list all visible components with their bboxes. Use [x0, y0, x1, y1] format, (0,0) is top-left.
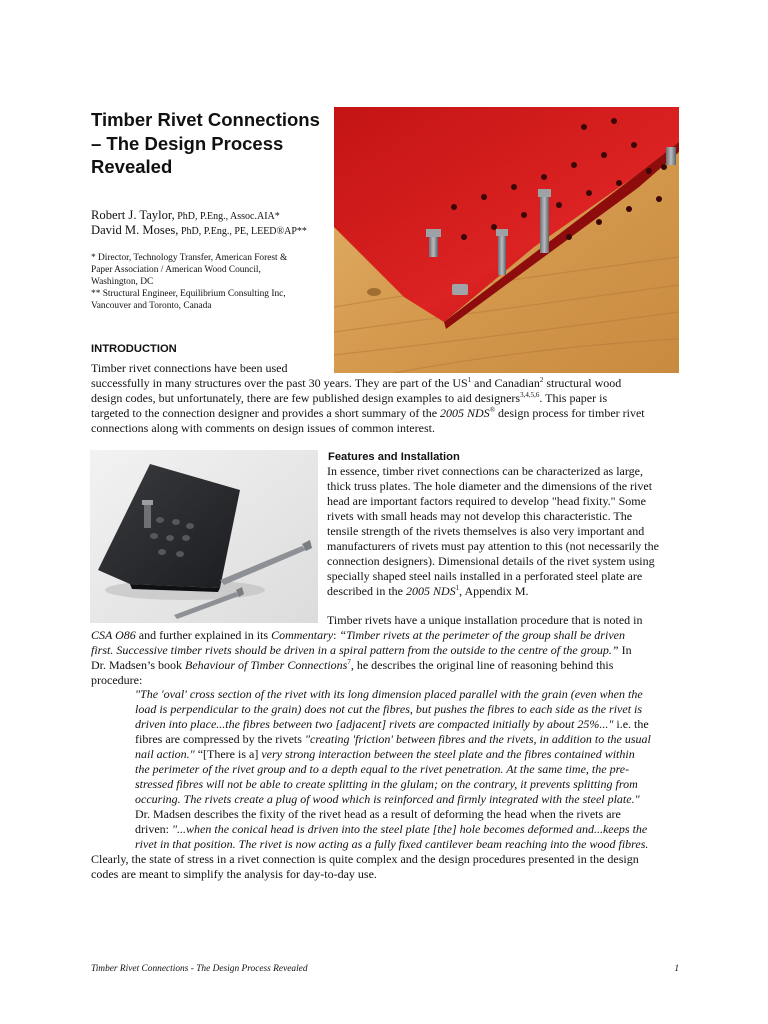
- body-text-line: thick truss plates. The hole diameter and the dimensions of the rivet: [327, 479, 653, 493]
- author-name: David M. Moses,: [91, 223, 179, 237]
- body-text-line: connections along with comments on design issues of common interest.: [91, 421, 435, 435]
- body-text-line: successfully in many structures over the past 30 years. They are part of the $US^1$ and Canadian$^2$ structural wood: [91, 376, 622, 390]
- body-text-line: tensile strength of the rivets themselves is also very important and: [327, 524, 645, 538]
- body-text-line: Timber rivet connections have been used: [91, 361, 288, 375]
- introduction-heading: INTRODUCTION: [91, 343, 177, 355]
- quote-line: nail action." “[There is a] very strong interaction between the steel plate and the fibres contained within: [135, 747, 635, 761]
- body-text-line: manufacturers of rivets must pay attention to this (not necessarily the: [327, 539, 659, 553]
- author-1: [91, 208, 280, 224]
- body-text-line: codes are meant to simplify the analysis for day-to-day use.: [91, 867, 377, 881]
- body-text-line: design codes, but unfortunately, there are few published design examples to aid designers$^{3,4,5,6}$. This paper is: [91, 391, 608, 405]
- quote-line: load is perpendicular to the grain) does not cut the fibres, but pushes the fibres to each side as the rivet is: [135, 702, 643, 716]
- body-text-line: rivets with small heads may not develop this characteristic. The: [327, 509, 633, 523]
- body-text-line: In essence, timber rivet connections can be characterized as large,: [327, 464, 643, 478]
- author-credentials: PhD, P.Eng., Assoc.AIA*: [174, 211, 280, 222]
- quote-line: stressed fibres will not be able to create splitting in the glulam; on the contrary, it prevents splitting from: [135, 777, 638, 791]
- body-text-line: CSA O86 and further explained in its Commentary: “Timber rivets at the perimeter of the group shall be driven: [91, 628, 625, 642]
- page-number: 1: [674, 964, 679, 974]
- body-text-line: first. Successive timber rivets should be driven in a spiral pattern from the outside to the centre of the group.” In: [91, 643, 632, 657]
- affiliations: [91, 252, 321, 312]
- quote-line: occuring. The rivets create a plug of wood which is reinforced and firmly integrated with the steel plate.": [135, 792, 640, 806]
- author-name: Robert J. Taylor,: [91, 208, 175, 222]
- author-credentials: PhD, P.Eng., PE, LEED®AP**: [178, 226, 307, 237]
- footer-title: Timber Rivet Connections - The Design Process Revealed: [91, 964, 308, 974]
- features-heading: Features and Installation: [328, 451, 460, 463]
- body-text-line: procedure:: [91, 673, 143, 687]
- black-plate-rivets-photo: [90, 450, 318, 623]
- red-plate-rivets-photo: [334, 107, 679, 373]
- author-2: [91, 223, 307, 239]
- quote-line: "The 'oval' cross section of the rivet with its long dimension placed parallel with the grain (even when the: [135, 687, 643, 701]
- body-text-line: targeted to the connection designer and provides a short summary of the 2005 NDS® design process for timber rivet: [91, 406, 645, 420]
- page-footer: [91, 964, 679, 974]
- affiliation-line: * Director, Technology Transfer, American Forest &: [91, 253, 288, 263]
- quote-line: Dr. Madsen describes the fixity of the rivet head as a result of deforming the head when the rivets are: [135, 807, 621, 821]
- quote-line: driven: "...when the conical head is driven into the steel plate [the] hole becomes deformed and...keeps the: [135, 822, 648, 836]
- quote-line: the perimeter of the rivet group and to a depth equal to the rivet penetration. At the same time, the pre-: [135, 762, 630, 776]
- paper-title: Timber Rivet Connections – The Design Process Revealed: [91, 109, 320, 177]
- body-text-line: described in the 2005 NDS$^1$, Appendix M.: [327, 584, 529, 598]
- quote-line: driven into place...the fibres between two [adjacent] rivets are compacted initially by about 25%..." i.e. the: [135, 717, 649, 731]
- affiliation-line: Vancouver and Toronto, Canada: [91, 301, 212, 311]
- body-text-line: head are important factors required to develop "head fixity." Some: [327, 494, 646, 508]
- body-text-line: Clearly, the state of stress in a rivet connection is quite complex and the design procedures presented in the design: [91, 852, 639, 866]
- body-text-line: Timber rivets have a unique installation procedure that is noted in: [327, 613, 643, 627]
- affiliation-line: ** Structural Engineer, Equilibrium Consulting Inc,: [91, 289, 286, 299]
- affiliation-line: Paper Association / American Wood Council,: [91, 265, 261, 275]
- quote-line: rivet in that position. The rivet is now acting as a fully fixed cantilever beam reaching into the wood fibres.: [135, 837, 649, 851]
- body-text-line: specially shaped steel nails installed in a perforated steel plate are: [327, 569, 643, 583]
- affiliation-line: Washington, DC: [91, 277, 154, 287]
- body-text-line: connection designers). Dimensional details of the rivet system using: [327, 554, 655, 568]
- body-text-line: Dr. Madsen’s book Behaviour of Timber Connections$^7$, he describes the original line of reasoning behind this: [91, 658, 614, 672]
- quote-line: fibres are compressed by the rivets "creating 'friction' between fibres and the rivets, in addition to the usual: [135, 732, 651, 746]
